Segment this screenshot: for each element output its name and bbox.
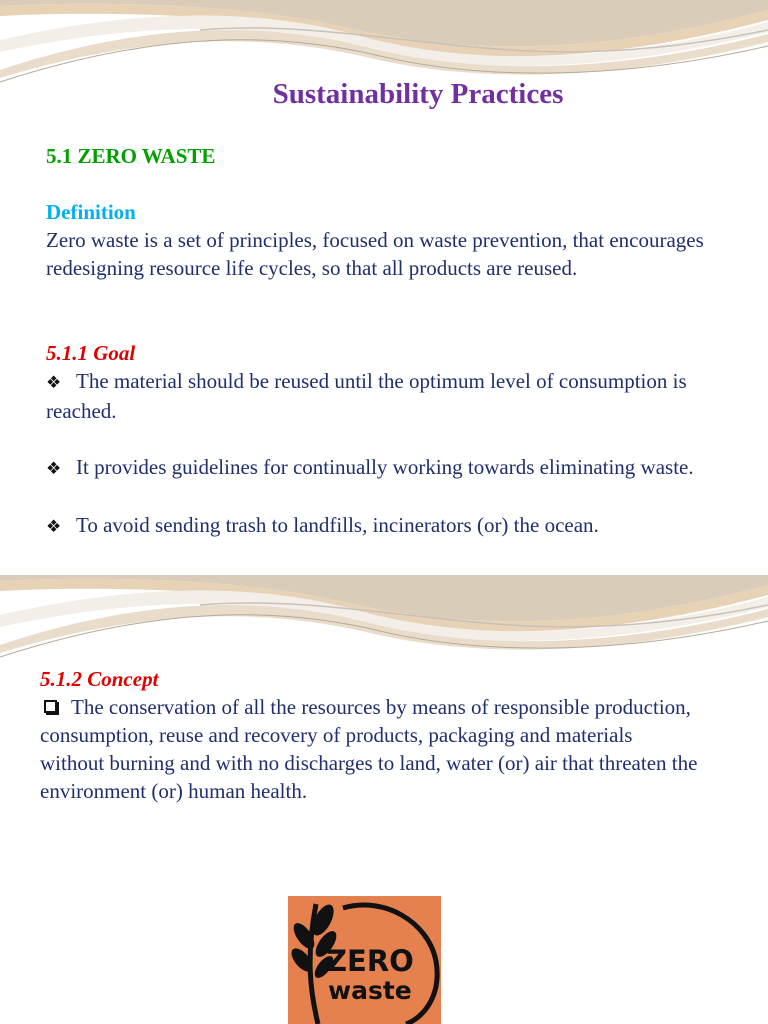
goal-bullet-text: It provides guidelines for continually working towards eliminating waste. [76,455,694,479]
square-bullet-icon [44,700,57,713]
goal-bullet-text: To avoid sending trash to landfills, incinerators (or) the ocean. [76,513,599,537]
goal-bullet-1 [46,367,696,425]
decorative-wave-header [0,0,768,90]
page-title: Sustainability Practices [272,78,564,110]
diamond-bullet-icon: ❖ [46,373,62,392]
goal-bullet-text: The material should be reused until the optimum level of consumption is reached. [46,369,687,423]
goal-bullet-2 [46,453,696,483]
diamond-bullet-icon: ❖ [46,517,62,536]
concept-text: The conservation of all the resources by means of responsible production, consumption, reuse and recovery of products, packaging and materials without burning and with no discharges to land, water (or) air that threaten the environment (or) human health. [40,695,698,803]
concept-text-wrapper [40,693,700,805]
section-heading-zero-waste: 5.1 ZERO WASTE [46,144,216,168]
goal-block [46,339,696,541]
logo-text-zero: ZERO [326,944,414,978]
definition-block [46,198,736,282]
diamond-bullet-icon: ❖ [46,459,62,478]
goal-heading: 5.1.1 Goal [46,341,136,365]
decorative-wave-header [0,575,768,665]
logo-text-waste: waste [328,976,412,1005]
concept-heading: 5.1.2 Concept [40,667,159,691]
definition-text: Zero waste is a set of principles, focused on waste prevention, that encourages redesigning resource life cycles, so that all products are reused. [46,228,704,280]
concept-block [40,665,700,805]
slide-2 [0,575,768,1024]
goal-bullet-3 [46,511,696,541]
definition-label: Definition [46,200,136,224]
zero-waste-logo [288,896,441,1024]
